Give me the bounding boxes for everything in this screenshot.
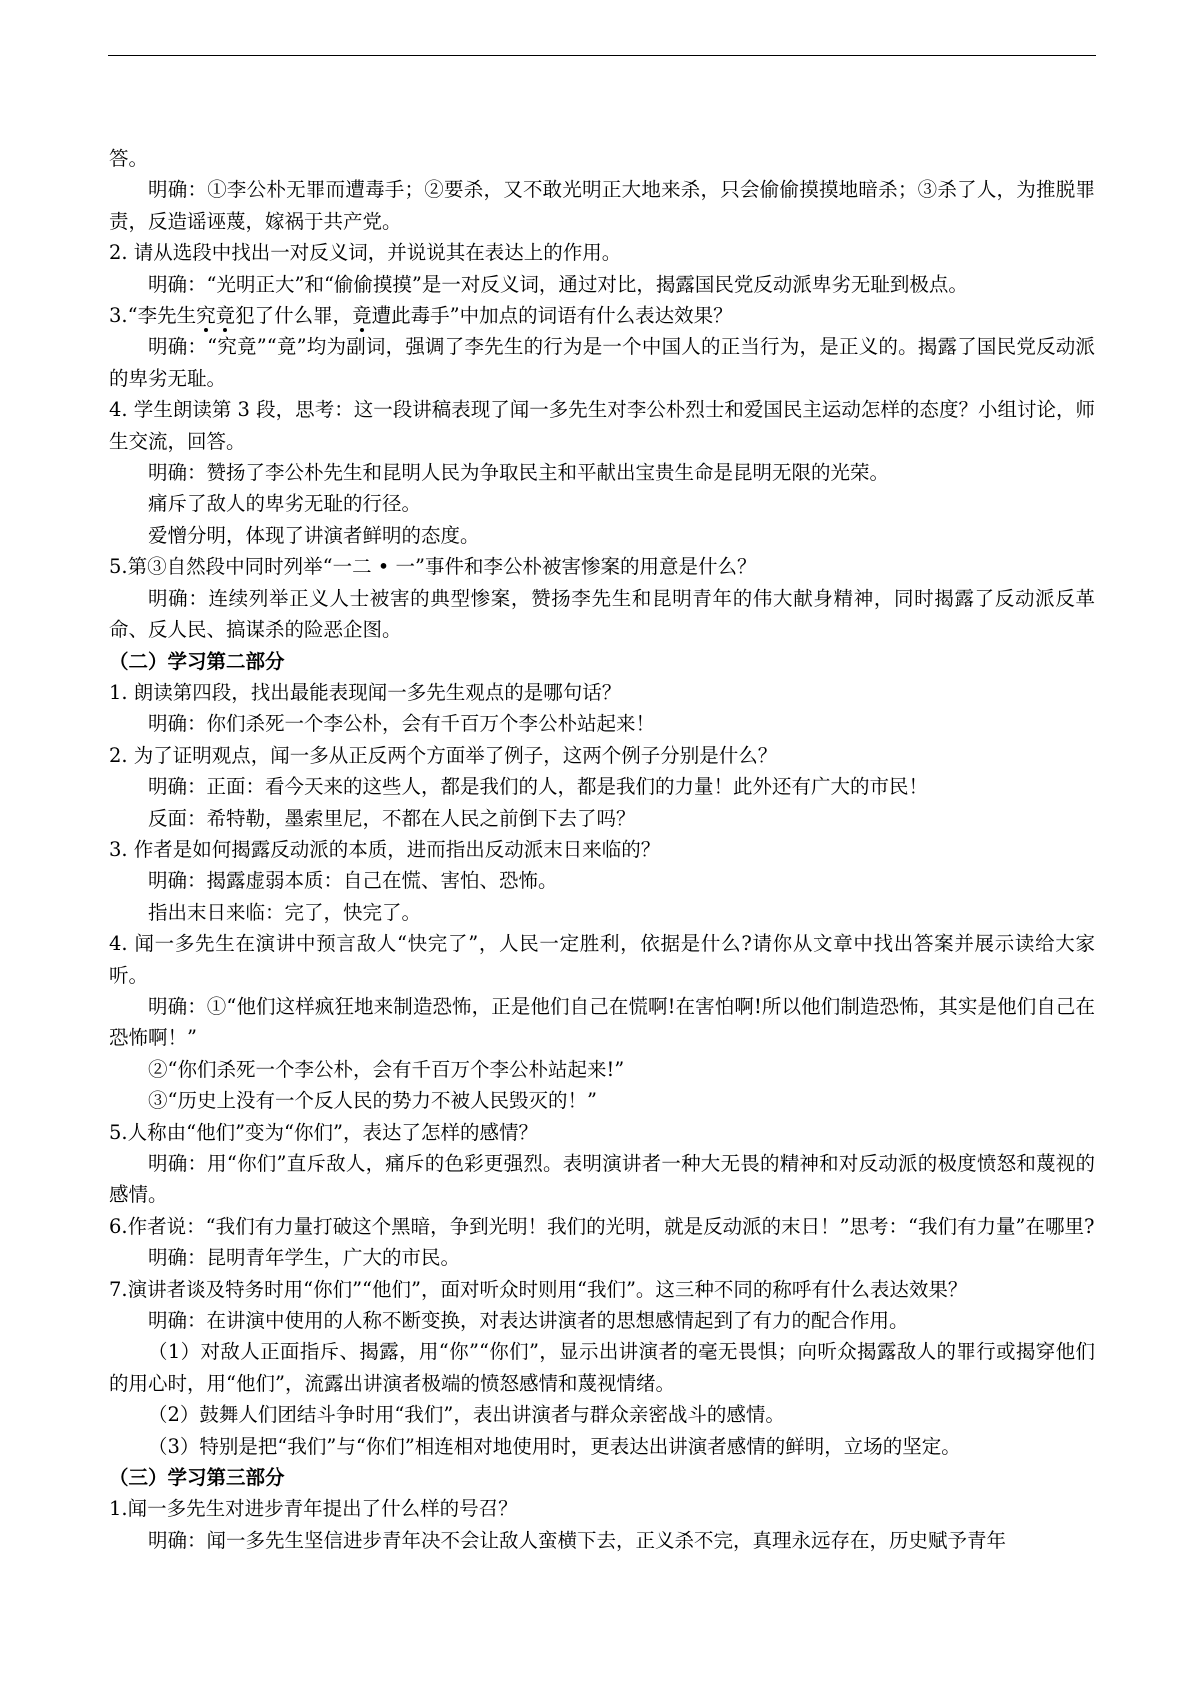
question-paragraph: 7.演讲者谈及特务时用“你们”“他们”，面对听众时则用“我们”。这三种不同的称呼有什么表达效果？ xyxy=(109,1277,968,1301)
answer-paragraph: 爱憎分明，体现了讲演者鲜明的态度。 xyxy=(148,523,480,547)
question-paragraph: 4. 学生朗读第 3 段，思考：这一段讲稿表现了闻一多先生对李公朴烈士和爱国民主运动怎样的态度？小组讨论，师生交流，回答。 xyxy=(109,398,1095,453)
document-body xyxy=(109,143,1095,1556)
answer-paragraph: 反面：希特勒，墨索里尼，不都在人民之前倒下去了吗？ xyxy=(148,806,636,830)
answer-paragraph: （1）对敌人正面指斥、揭露，用“你”“你们”，显示出讲演者的毫无畏惧；向听众揭露敌人的罪行或揭穿他们的用心时，用“他们”，流露出讲演者极端的愤怒感情和蔑视情绪。 xyxy=(109,1340,1095,1395)
answer-paragraph: （3）特别是把“我们”与“你们”相连相对地使用时，更表达出讲演者感情的鲜明，立场的坚定。 xyxy=(148,1434,961,1458)
header-rule xyxy=(108,55,1096,56)
section-heading: （二）学习第二部分 xyxy=(109,649,285,673)
question-paragraph: 2. 为了证明观点，闻一多从正反两个方面举了例子，这两个例子分别是什么？ xyxy=(109,743,778,767)
answer-paragraph: 指出末日来临：完了，快完了。 xyxy=(148,900,422,924)
answer-paragraph: 明确：闻一多先生坚信进步青年决不会让敌人蛮横下去，正义杀不完，真理永远存在，历史赋予青年 xyxy=(148,1528,1007,1552)
answer-paragraph: （2）鼓舞人们团结斗争时用“我们”，表出讲演者与群众亲密战斗的感情。 xyxy=(148,1403,785,1427)
answer-paragraph: 明确：“光明正大”和“偷偷摸摸”是一对反义词，通过对比，揭露国民党反动派卑劣无耻到极点。 xyxy=(148,272,968,296)
dotted-char: 竟 xyxy=(215,304,236,328)
answer-paragraph: 明确：赞扬了李公朴先生和昆明人民为争取民主和平献出宝贵生命是昆明无限的光荣。 xyxy=(148,461,890,485)
question-paragraph: 1. 朗读第四段，找出最能表现闻一多先生观点的是哪句话？ xyxy=(109,680,622,704)
question-paragraph: 5.第③自然段中同时列举“一二 • 一”事件和李公朴被害惨案的用意是什么？ xyxy=(109,555,757,579)
question-text: 犯了什么罪， xyxy=(235,304,353,328)
answer-paragraph: ②“你们杀死一个李公朴，会有千百万个李公朴站起来!” xyxy=(148,1057,625,1081)
question-paragraph: 1.闻一多先生对进步青年提出了什么样的号召？ xyxy=(109,1497,518,1521)
dotted-char: 竟 xyxy=(352,304,372,328)
answer-paragraph: 痛斥了敌人的卑劣无耻的行径。 xyxy=(148,492,422,516)
answer-paragraph: 明确：揭露虚弱本质：自己在慌、害怕、恐怖。 xyxy=(148,869,558,893)
answer-paragraph: 明确：你们杀死一个李公朴，会有千百万个李公朴站起来！ xyxy=(148,712,656,736)
question-paragraph: 6.作者说：“我们有力量打破这个黑暗，争到光明！我们的光明，就是反动派的末日！”思考：“我们有力量”在哪里? xyxy=(109,1214,1095,1238)
answer-paragraph: 明确：在讲演中使用的人称不断变换，对表达讲演者的思想感情起到了有力的配合作用。 xyxy=(148,1309,909,1333)
question-text: 3.“李先生 xyxy=(109,304,197,328)
question-paragraph: 5.人称由“他们”变为“你们”，表达了怎样的感情？ xyxy=(109,1120,538,1144)
question-text: 遭此毒手”中加点的词语有什么表达效果？ xyxy=(371,304,733,328)
answer-paragraph: 明确：昆明青年学生，广大的市民。 xyxy=(148,1246,461,1270)
question-paragraph: 2. 请从选段中找出一对反义词，并说说其在表达上的作用。 xyxy=(109,241,622,265)
answer-paragraph: 明确：①李公朴无罪而遭毒手；②要杀，又不敢光明正大地来杀，只会偷偷摸摸地暗杀；③杀了人，为推脱罪责，反造谣诬蔑，嫁祸于共产党。 xyxy=(109,178,1095,233)
answer-paragraph: ③“历史上没有一个反人民的势力不被人民毁灭的！” xyxy=(148,1089,597,1113)
answer-paragraph: 明确：①“他们这样疯狂地来制造恐怖，正是他们自己在慌啊!在害怕啊!所以他们制造恐怖，其实是他们自己在恐怖啊！” xyxy=(109,994,1095,1050)
answer-paragraph: 明确：“究竟”“竟”均为副词，强调了李先生的行为是一个中国人的正当行为，是正义的。揭露了国民党反动派的卑劣无耻。 xyxy=(109,335,1095,390)
question-paragraph: 4. 闻一多先生在演讲中预言敌人“快完了”，人民一定胜利，依据是什么?请你从文章中找出答案并展示读给大家听。 xyxy=(109,932,1095,987)
dotted-char: 究 xyxy=(196,304,216,328)
answer-paragraph: 明确：正面：看今天来的这些人，都是我们的人，都是我们的力量！此外还有广大的市民！ xyxy=(148,775,929,799)
question-paragraph: 3. 作者是如何揭露反动派的本质，进而指出反动派末日来临的？ xyxy=(109,837,661,861)
section-heading: （三）学习第三部分 xyxy=(109,1466,285,1490)
answer-paragraph: 明确：用“你们”直斥敌人，痛斥的色彩更强烈。表明演讲者一种大无畏的精神和对反动派的极度愤怒和蔑视的感情。 xyxy=(109,1152,1095,1207)
question-paragraph xyxy=(109,300,1095,331)
answer-paragraph: 明确：连续列举正义人士被害的典型惨案，赞扬李先生和昆明青年的伟大献身精神，同时揭露了反动派反革命、反人民、搞谋杀的险恶企图。 xyxy=(109,586,1095,642)
paragraph: 答。 xyxy=(109,147,149,170)
